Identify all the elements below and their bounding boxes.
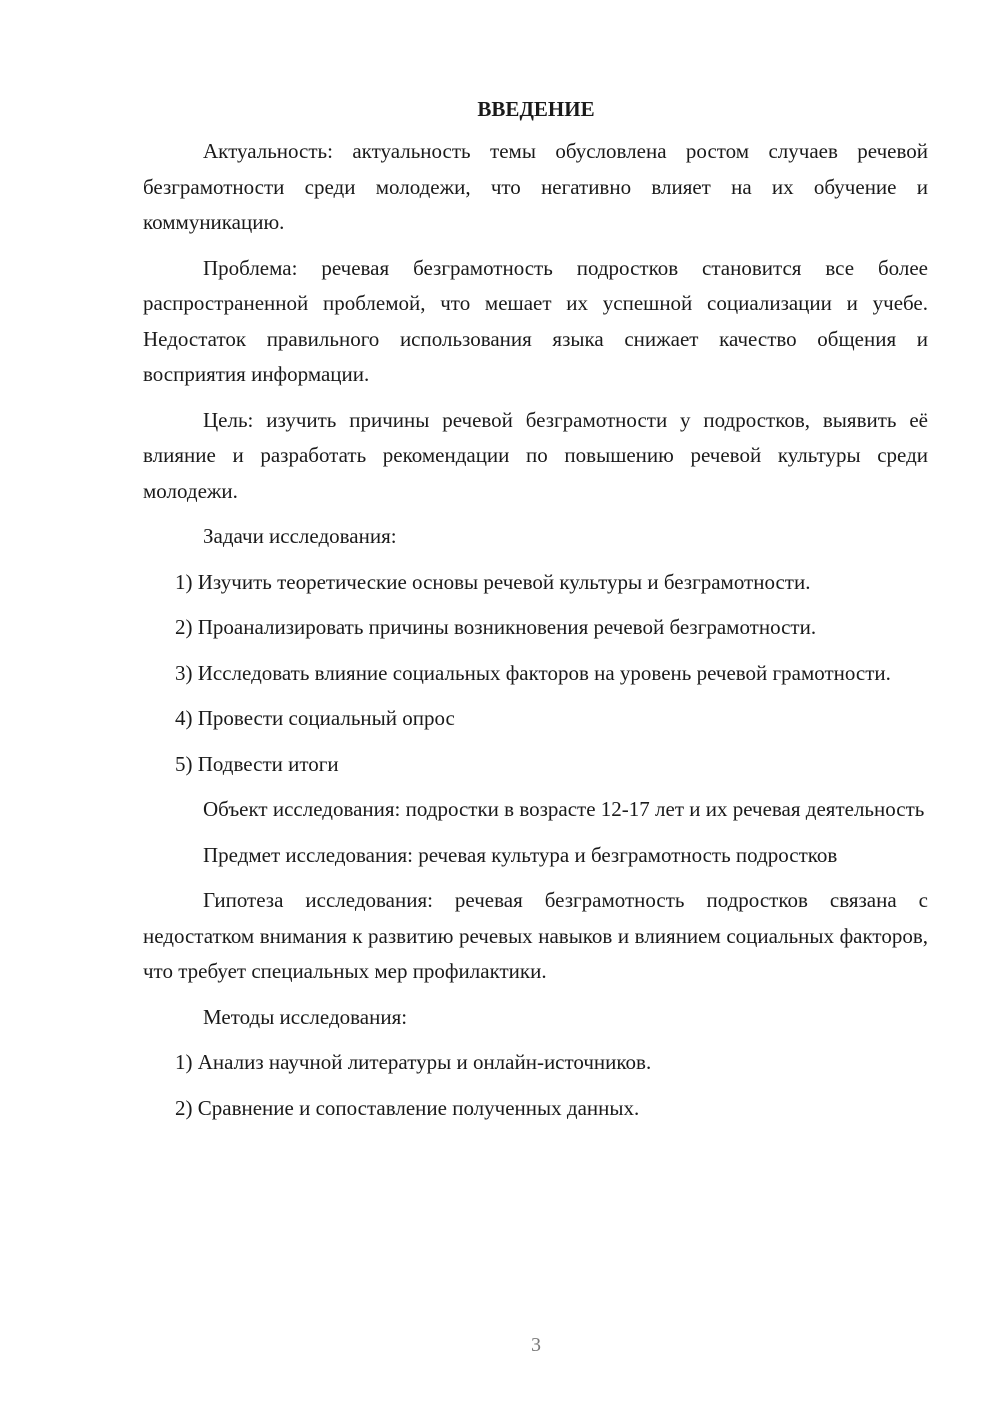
tasks-title: Задачи исследования: <box>203 524 397 548</box>
method-item-1: 1) Анализ научной литературы и онлайн-источников. <box>175 1050 652 1074</box>
task-item-4: 4) Провести социальный опрос <box>175 706 455 730</box>
subject-paragraph: Предмет исследования: речевая культура и безграмотность подростков <box>203 842 838 867</box>
object-paragraph: Объект исследования: подростки в возрасте 12-17 лет и их речевая деятельность <box>203 797 925 821</box>
task-item-2: 2) Проанализировать причины возникновения речевой безграмотности. <box>175 615 817 639</box>
hypothesis-paragraph: Гипотеза исследования: речевая безграмотность подростков связана с недостатком внимания к развитию речевых навыков и влиянием социальных факторов, что требует специальных мер профилактики. <box>143 888 928 983</box>
section-heading: ВВЕДЕНИЕ <box>477 97 595 121</box>
problem-paragraph: Проблема: речевая безграмотность подростков становится все более распространенной проблемой, что мешает их успешной социализации и учебе. Недостаток правильного использования языка снижает качество общения и восприятия информации. <box>143 255 928 386</box>
page-number: 3 <box>531 1334 541 1356</box>
task-item-5: 5) Подвести итоги <box>175 751 339 776</box>
document-page <box>143 92 928 1136</box>
task-item-1: 1) Изучить теоретические основы речевой культуры и безграмотности. <box>175 569 811 594</box>
method-item-2: 2) Сравнение и сопоставление полученных данных. <box>175 1095 640 1120</box>
relevance-paragraph: Актуальность: актуальность темы обусловлена ростом случаев речевой безграмотности среди молодежи, что негативно влияет на их обучение и коммуникацию. <box>143 139 928 234</box>
goal-paragraph: Цель: изучить причины речевой безграмотности у подростков, выявить её влияние и разработать рекомендации по повышению речевой культуры среди молодежи. <box>143 407 928 503</box>
methods-title: Методы исследования: <box>203 1004 408 1029</box>
task-item-3: 3) Исследовать влияние социальных факторов на уровень речевой грамотности. <box>175 660 891 685</box>
